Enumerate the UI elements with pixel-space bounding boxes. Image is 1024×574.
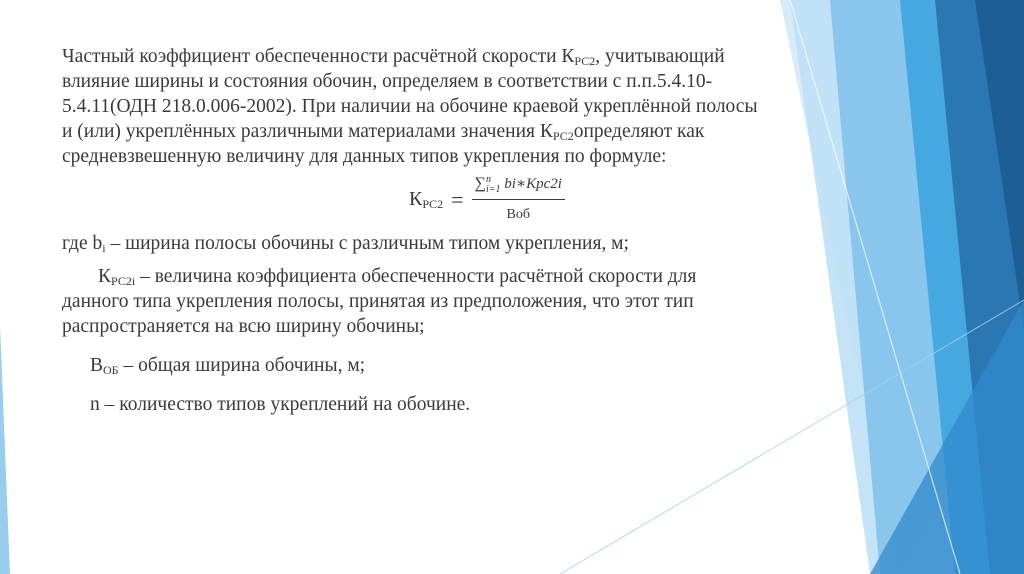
def-b-prefix: где b	[62, 233, 103, 254]
sum-symbol: ∑	[474, 175, 486, 192]
formula-lhs	[409, 187, 443, 212]
def-bob-letter: В	[90, 355, 104, 376]
def-k-text: – величина коэффициента обеспеченности расчётной скорости для данного типа укрепления полосы, принятая из предположения, что этот тип распространяется на всю ширину обочины;	[62, 266, 697, 337]
def-k-sub: РС2i	[111, 274, 136, 288]
intro-paragraph	[62, 44, 762, 169]
intro-text-1: Частный коэффициент обеспеченности расчётной скорости К	[62, 46, 575, 67]
def-n: n – количество типов укреплений на обочине.	[90, 394, 471, 415]
intro-text-2: , учитывающий влияние ширины и состояния обочин, определяем в соответствии с п.п.5.4.10-5.4.11(ОДН 218.0.006-2002). При наличии на обочине краевой укреплённой полосы и (или) укреплённых различными материалами значения К	[62, 46, 758, 142]
def-bob-text: – общая ширина обочины, м;	[118, 355, 366, 376]
formula-fraction	[472, 171, 565, 227]
left-accent-shape	[0, 325, 10, 574]
intro-sub-1: РС2	[574, 54, 596, 68]
formula-equals: =	[451, 186, 464, 212]
def-k-letter: К	[98, 266, 112, 287]
formula-lhs-k: К	[409, 187, 423, 210]
def-bob-sub: ОБ	[103, 363, 119, 377]
intro-sub-2: РС2	[552, 129, 574, 143]
intro-text-3: определяют как средневзвешенную величину для данных типов укрепления по формуле:	[62, 121, 705, 167]
numerator-expression: bi∗Kрс2i	[504, 176, 562, 192]
sum-upper: n	[486, 173, 491, 185]
def-b-sub: i	[102, 241, 106, 255]
formula-numerator	[472, 171, 565, 200]
slide-body	[62, 44, 762, 417]
sum-limits	[486, 175, 501, 195]
def-k	[62, 264, 762, 339]
def-b	[62, 231, 762, 256]
sum-lower: i=1	[486, 183, 501, 195]
formula	[212, 175, 762, 223]
formula-lhs-sub: РС2	[422, 196, 444, 211]
def-b-text: – ширина полосы обочины с различным типом укрепления, м;	[105, 233, 629, 254]
formula-denominator: Воб	[506, 207, 531, 222]
def-bob	[90, 353, 762, 378]
